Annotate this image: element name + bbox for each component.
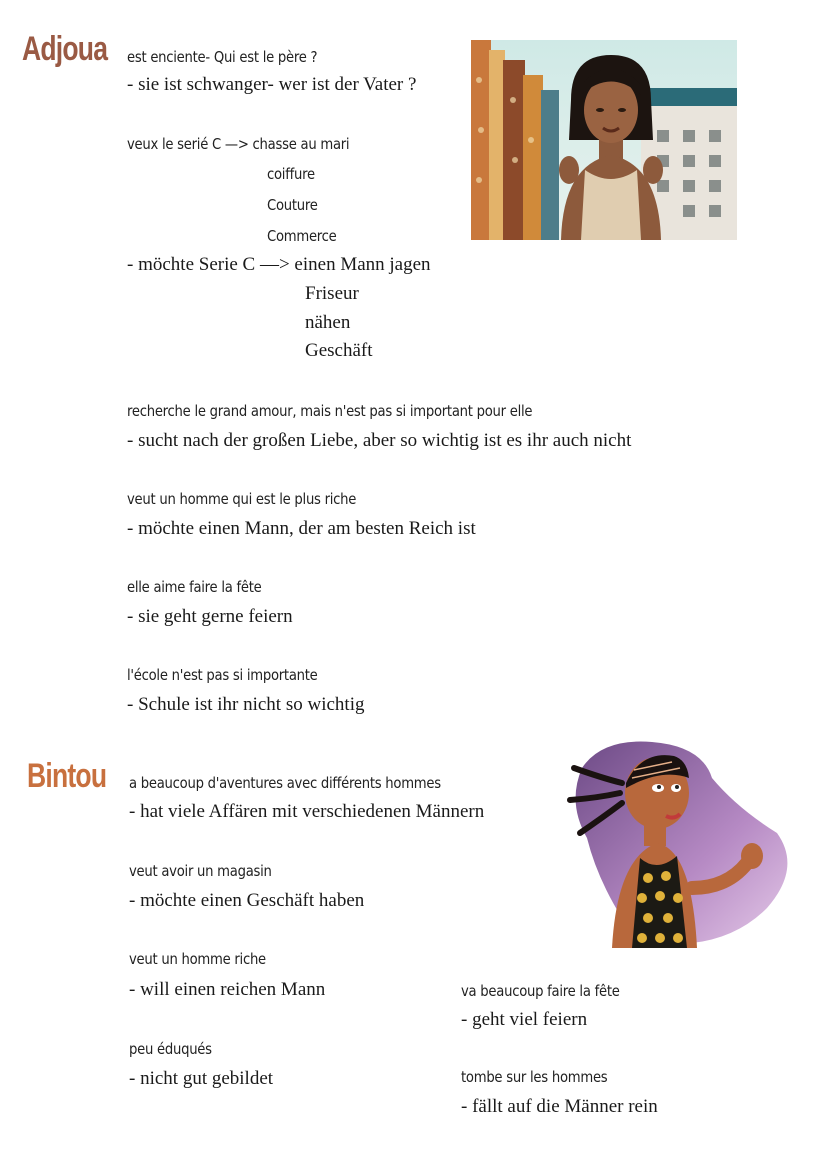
adjoua-de-2d: Geschäft xyxy=(305,340,373,361)
adjoua-heading: Adjoua xyxy=(22,30,108,68)
adjoua-fr-3: recherche le grand amour, mais n'est pas si important pour elle xyxy=(127,402,533,420)
adjoua-fr-5: elle aime faire la fête xyxy=(127,578,262,596)
bintou-de-1: - hat viele Affären mit verschiedenen Männern xyxy=(129,801,485,822)
adjoua-fr-4: veut un homme qui est le plus riche xyxy=(127,490,357,508)
bintou-de-2: - möchte einen Geschäft haben xyxy=(129,890,365,911)
adjoua-de-2: - möchte Serie C —> einen Mann jagen xyxy=(127,254,431,275)
adjoua-fr-6: l'école n'est pas si importante xyxy=(127,666,318,684)
adjoua-de-4: - möchte einen Mann, der am besten Reich ist xyxy=(127,518,476,539)
bintou-heading: Bintou xyxy=(27,757,107,795)
bintou-image xyxy=(562,738,794,948)
bintou-de-5: - geht viel feiern xyxy=(461,1009,588,1030)
adjoua-fr-2b: coiffure xyxy=(267,165,315,183)
adjoua-fr-2c: Couture xyxy=(267,196,318,214)
adjoua-de-3: - sucht nach der großen Liebe, aber so wichtig ist es ihr auch nicht xyxy=(127,430,632,451)
bintou-de-3: - will einen reichen Mann xyxy=(129,979,326,1000)
adjoua-fr-2d: Commerce xyxy=(267,227,337,245)
bintou-de-4: - nicht gut gebildet xyxy=(129,1068,274,1089)
adjoua-de-2c: nähen xyxy=(305,312,351,333)
bintou-fr-5: va beaucoup faire la fête xyxy=(461,982,620,1000)
adjoua-de-6: - Schule ist ihr nicht so wichtig xyxy=(127,694,365,715)
bintou-fr-3: veut un homme riche xyxy=(129,950,266,968)
bintou-fr-6: tombe sur les hommes xyxy=(461,1068,608,1086)
adjoua-fr-1: est enciente- Qui est le père ? xyxy=(127,48,318,66)
bintou-fr-1: a beaucoup d'aventures avec différents hommes xyxy=(129,774,441,792)
adjoua-de-1: - sie ist schwanger- wer ist der Vater ? xyxy=(127,74,417,95)
adjoua-de-5: - sie geht gerne feiern xyxy=(127,606,293,627)
adjoua-de-2b: Friseur xyxy=(305,283,359,304)
bintou-fr-2: veut avoir un magasin xyxy=(129,862,272,880)
adjoua-image xyxy=(471,40,737,240)
adjoua-fr-2: veux le serié C —> chasse au mari xyxy=(127,135,350,153)
bintou-fr-4: peu éduqués xyxy=(129,1040,212,1058)
bintou-de-6: - fällt auf die Männer rein xyxy=(461,1096,658,1117)
